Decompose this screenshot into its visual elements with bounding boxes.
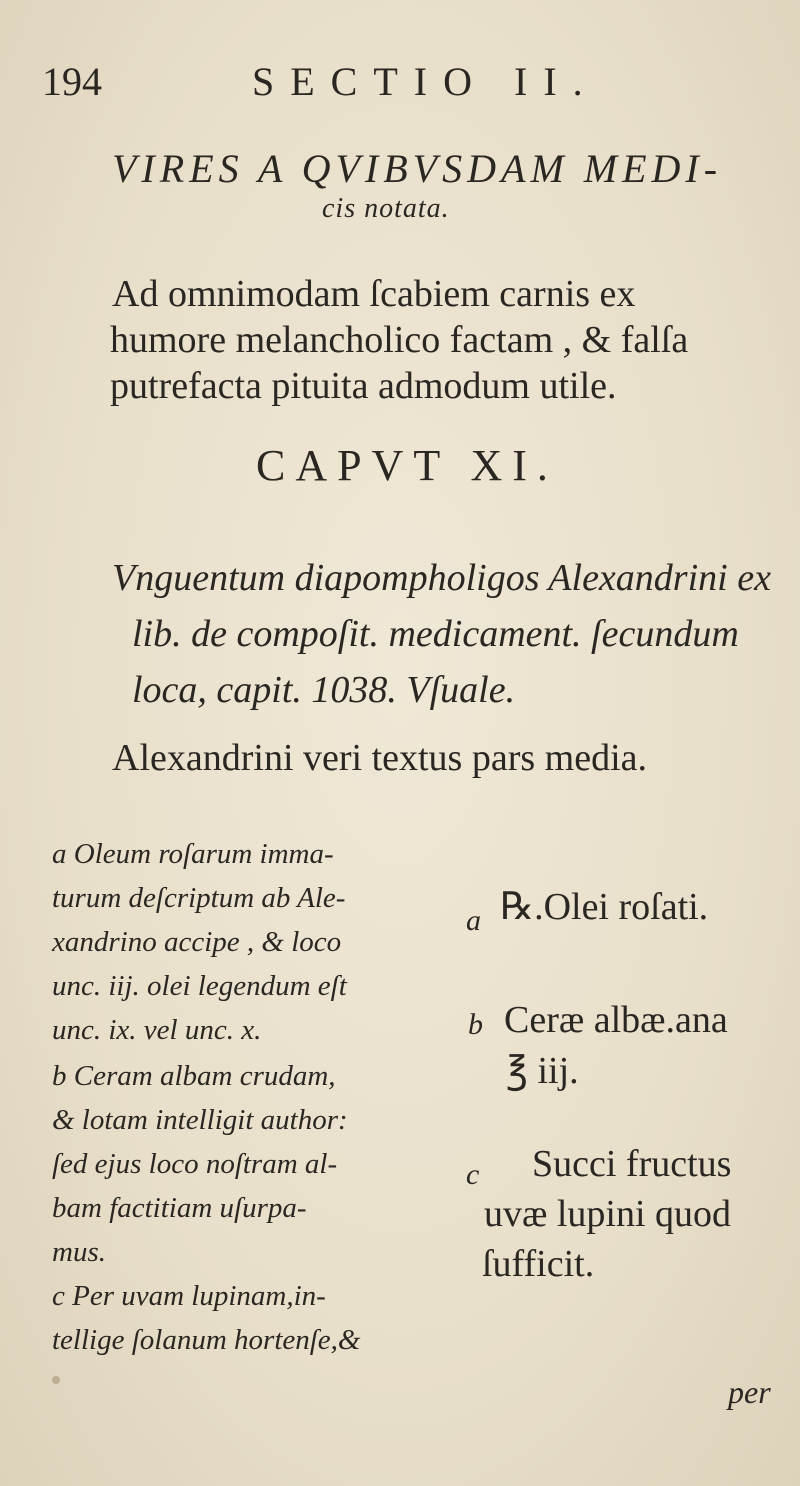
recipe-mark-b: b: [468, 1008, 483, 1041]
note-line: bam factitiam uſurpa-: [52, 1192, 307, 1224]
chapter-title: CAPVT XI.: [256, 441, 558, 490]
intro-line3: putrefacta pituita admodum utile.: [110, 365, 617, 407]
note-line: c Per uvam lupinam,in-: [52, 1280, 326, 1312]
recipe-mark-c: c: [466, 1158, 480, 1191]
note-line: unc. ix. vel unc. x.: [52, 1014, 262, 1046]
note-line: ſed ejus loco noſtram al-: [52, 1148, 338, 1180]
recipe-line-c: Succi fructus: [532, 1143, 732, 1185]
page-number: 194: [42, 59, 102, 104]
recipe-mark-a: a: [466, 904, 481, 937]
note-line: turum deſcriptum ab Ale-: [52, 882, 346, 914]
recipe-line-a: ℞.Olei roſati.: [500, 886, 709, 928]
note-line: xandrino accipe , & loco: [52, 926, 342, 958]
note-line: b Ceram albam crudam,: [52, 1060, 336, 1092]
intro-line2: humore melancholico factam , & falſa: [110, 319, 689, 361]
intro-line1: Ad omnimodam ſcabiem carnis ex: [112, 273, 636, 315]
note-line: & lotam intelligit author:: [52, 1104, 348, 1136]
section-heading-line1: VIRES A QVIBVSDAM MEDI-: [112, 146, 723, 191]
text-label: Alexandrini veri textus pars media.: [112, 737, 648, 779]
subtitle-line2: lib. de compoſit. medicament. ſecundum: [132, 613, 739, 655]
catchword: per: [728, 1374, 771, 1410]
note-line: a Oleum roſarum imma-: [52, 838, 334, 870]
note-line: unc. iij. olei legendum eſt: [52, 970, 347, 1002]
subtitle-line3: loca, capit. 1038. Vſuale.: [132, 669, 516, 711]
recipe-line-c3: ſufficit.: [482, 1243, 595, 1285]
note-line: mus.: [52, 1236, 106, 1268]
running-title: SECTIO II.: [252, 59, 599, 104]
recipe-line-b2: ℥ iij.: [506, 1050, 579, 1092]
subtitle-line1: Vnguentum diapompholigos Alexandrini ex: [112, 557, 771, 599]
section-heading-line2: cis notata.: [322, 193, 450, 224]
ink-spot: [52, 1376, 60, 1384]
recipe-line-c2: uvæ lupini quod: [484, 1193, 732, 1235]
note-line: tellige ſolanum hortenſe,&: [52, 1324, 361, 1356]
recipe-line-b: Ceræ albæ.ana: [504, 999, 728, 1041]
